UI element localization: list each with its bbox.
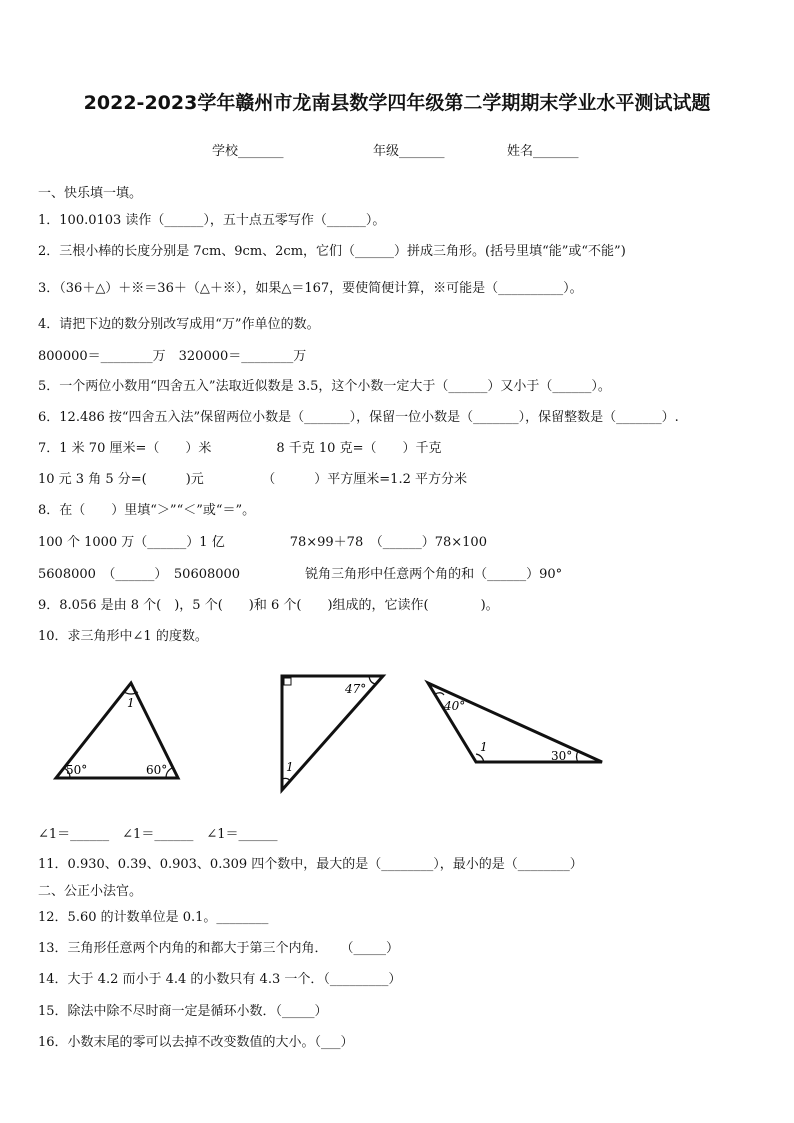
triangle-1-label-right: 60° [146, 763, 168, 777]
question-15: 15．除法中除不尽时商一定是循环小数．（_____） [38, 1004, 328, 1019]
question-4: 4．请把下边的数分别改写成用“万”作单位的数。 [38, 317, 320, 332]
triangle-2-right-angle [284, 678, 291, 685]
question-2: 2．三根小棒的长度分别是 7cm、9cm、2cm，它们（______）拼成三角形。(括号里填“能”或“不能”) [38, 244, 626, 259]
question-7-row-1: 7．1 米 70 厘米=（ ）米 8 千克 10 克=（ ）千克 [38, 441, 442, 456]
triangle-3-label-middle: 1 [480, 740, 488, 754]
section-2-heading: 二、公正小法官。 [38, 884, 143, 899]
question-13: 13．三角形任意两个内角的和都大于第三个内角． （_____） [38, 941, 400, 956]
triangle-3-label-right: 30° [551, 749, 573, 763]
question-5: 5．一个两位小数用“四舍五入”法取近似数是 3.5，这个小数一定大于（______）又小于（______）。 [38, 379, 611, 394]
page-title: 2022-2023学年赣州市龙南县数学四年级第二学期期末学业水平测试试题 [83, 92, 711, 114]
question-8-row-2: 5608000 （______） 50608000 锐角三角形中任意两个角的和（______）90° [38, 567, 563, 582]
triangle-1-label-left: 50° [66, 763, 88, 777]
triangle-figures-svg [30, 665, 650, 800]
triangle-3-shape [428, 683, 602, 762]
triangle-3-label-top: 40° [444, 699, 466, 713]
question-16: 16．小数末尾的零可以去掉不改变数值的大小。（___） [38, 1035, 354, 1050]
triangle-1 [56, 683, 178, 778]
question-11: 11．0.930、0.39、0.903、0.309 四个数中，最大的是（________），最小的是（________） [38, 857, 583, 872]
triangle-figures [30, 665, 650, 800]
question-1: 1．100.0103 读作（______），五十点五零写作（______）。 [38, 213, 386, 228]
triangle-3 [428, 683, 602, 763]
triangle-1-label-top: 1 [127, 696, 135, 710]
question-9: 9．8.056 是由 8 个( )，5 个( )和 6 个( )组成的，它读作( )。 [38, 598, 499, 613]
question-10-answers: ∠1＝______ ∠1＝______ ∠1＝______ [38, 827, 278, 842]
triangle-2-shape [282, 676, 383, 790]
question-8-row-1: 100 个 1000 万（______）1 亿 78×99＋78 （______）78×100 [38, 535, 487, 550]
question-4-blanks: 800000＝________万 320000＝________万 [38, 349, 307, 364]
school-field: 学校_______ [212, 144, 284, 159]
section-1-heading: 一、快乐填一填。 [38, 186, 143, 201]
triangle-2-label-bottom: 1 [286, 760, 294, 774]
question-12: 12．5.60 的计数单位是 0.1。________ [38, 910, 269, 925]
question-10: 10．求三角形中∠1 的度数。 [38, 629, 208, 644]
question-14: 14．大于 4.2 而小于 4.4 的小数只有 4.3 一个．（_________） [38, 972, 402, 987]
triangle-2 [282, 676, 383, 790]
grade-field: 年级_______ [373, 144, 445, 159]
triangle-3-arc-right [577, 751, 579, 762]
question-3: 3．（36＋△）＋※＝36＋（△＋※），如果△＝167，要使简便计算，※可能是（__________）。 [38, 281, 583, 296]
question-7-row-2: 10 元 3 角 5 分=( )元 （ ）平方厘米=1.2 平方分米 [38, 472, 467, 487]
triangle-2-label-top: 47° [345, 682, 367, 696]
name-field: 姓名_______ [507, 144, 579, 159]
question-8: 8．在（ ）里填“＞”“＜”或“＝”。 [38, 503, 256, 518]
question-6: 6．12.486 按“四舍五入法”保留两位小数是（_______），保留一位小数是（_______），保留整数是（_______）. [38, 410, 679, 425]
